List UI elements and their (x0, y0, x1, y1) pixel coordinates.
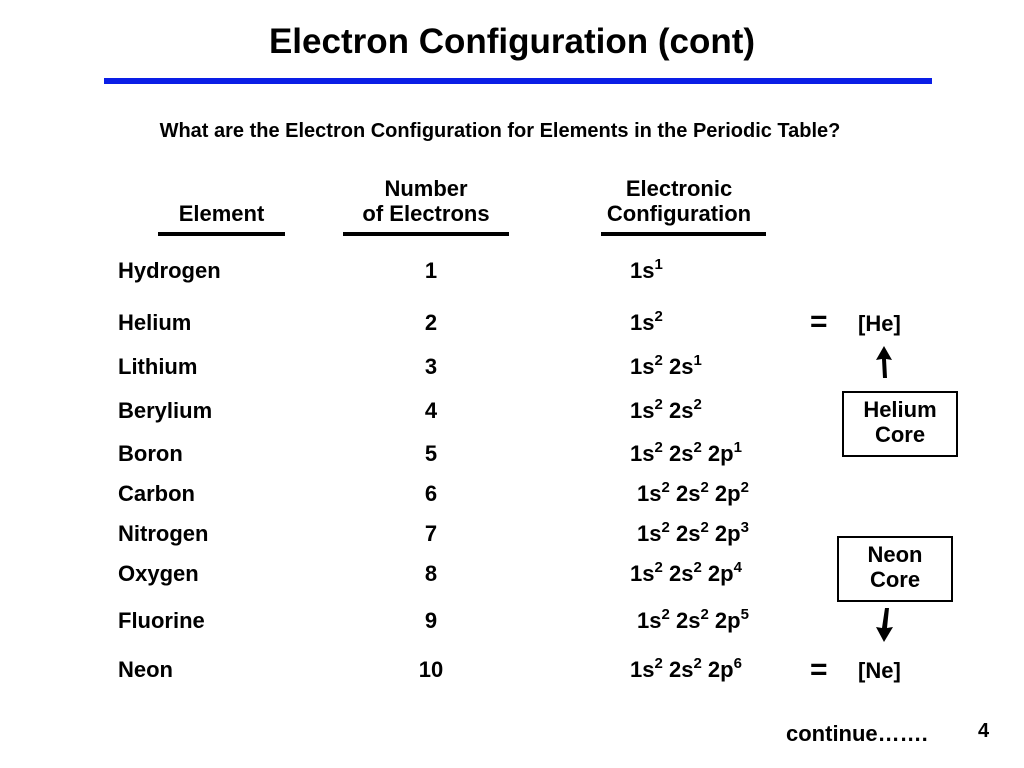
orbital-label: 1s (630, 258, 655, 283)
electron-count: 9 (424, 608, 438, 633)
electron-count: 6 (424, 481, 438, 506)
orbital-label: 2p (714, 521, 741, 546)
orbital-electron-count: 2 (693, 439, 702, 456)
orbital-term (715, 608, 749, 633)
header-config-line1: Electronic (625, 176, 733, 201)
element-name: Oxygen (118, 561, 199, 586)
orbital-term (630, 561, 663, 586)
element-name: Lithium (118, 354, 198, 379)
orbital-electron-count: 2 (700, 479, 709, 496)
electron-configuration (630, 310, 663, 336)
orbital-label: 2s (668, 561, 694, 586)
orbital-electron-count: 2 (654, 655, 663, 672)
orbital-electron-count: 2 (661, 479, 670, 496)
helium-core-line1: Helium (863, 397, 937, 422)
electron-configuration (630, 354, 702, 380)
header-element-underline (158, 232, 285, 236)
page-title: Electron Configuration (cont) (268, 22, 756, 61)
element-name: Fluorine (118, 608, 205, 633)
electron-configuration (630, 398, 702, 424)
orbital-term (630, 657, 663, 682)
orbital-term (630, 310, 663, 335)
header-number-underline (343, 232, 509, 236)
orbital-electron-count: 2 (654, 439, 663, 456)
orbital-label: 2p (714, 481, 741, 506)
electron-count: 3 (424, 354, 438, 379)
header-number (343, 176, 509, 226)
orbital-label: 1s (630, 398, 655, 423)
orbital-term (630, 398, 663, 423)
orbital-term (708, 657, 742, 682)
orbital-term (630, 441, 663, 466)
element-name: Hydrogen (118, 258, 221, 283)
orbital-label: 1s (630, 561, 655, 586)
orbital-electron-count: 6 (733, 655, 742, 672)
electron-count: 4 (424, 398, 438, 423)
question-text: What are the Electron Configuration for Elements in the Periodic Table? (159, 120, 841, 142)
orbital-term (669, 354, 702, 379)
orbital-electron-count: 2 (661, 519, 670, 536)
orbital-electron-count: 5 (740, 606, 749, 623)
element-name: Nitrogen (118, 521, 209, 546)
orbital-electron-count: 2 (661, 606, 670, 623)
orbital-label: 2p (707, 441, 734, 466)
header-config (591, 176, 767, 226)
orbital-label: 1s (637, 521, 662, 546)
orbital-term (637, 521, 670, 546)
orbital-electron-count: 2 (740, 479, 749, 496)
orbital-label: 1s (637, 608, 662, 633)
electron-count: 1 (424, 258, 438, 283)
arrow-down-icon (872, 606, 896, 644)
orbital-label: 1s (630, 441, 655, 466)
electron-configuration (630, 561, 742, 587)
orbital-electron-count: 2 (654, 559, 663, 576)
orbital-term (669, 657, 702, 682)
neon-core-line1: Neon (867, 542, 923, 567)
orbital-label: 2p (714, 608, 741, 633)
orbital-label: 2s (675, 521, 701, 546)
page-number: 4 (978, 720, 990, 742)
orbital-electron-count: 1 (693, 352, 702, 369)
orbital-electron-count: 2 (700, 519, 709, 536)
arrow-up-icon (872, 344, 896, 380)
orbital-term (630, 258, 663, 283)
orbital-term (708, 441, 742, 466)
orbital-electron-count: 2 (693, 655, 702, 672)
orbital-term (676, 608, 709, 633)
header-number-line1: Number (384, 176, 468, 201)
element-name: Helium (118, 310, 192, 335)
orbital-label: 2p (707, 657, 734, 682)
element-name: Neon (118, 657, 173, 682)
electron-configuration (630, 441, 742, 467)
header-number-line2: of Electrons (362, 201, 490, 226)
neon-equals-sign: = (810, 653, 828, 686)
neon-core-line2: Core (869, 567, 921, 592)
orbital-label: 1s (630, 354, 655, 379)
orbital-label: 1s (637, 481, 662, 506)
element-name: Boron (118, 441, 183, 466)
electron-count: 8 (424, 561, 438, 586)
orbital-electron-count: 2 (700, 606, 709, 623)
orbital-term (669, 561, 702, 586)
header-element (158, 201, 285, 226)
orbital-term (669, 398, 702, 423)
helium-core-box (842, 391, 958, 457)
orbital-electron-count: 1 (733, 439, 742, 456)
orbital-electron-count: 2 (693, 396, 702, 413)
he-core-notation: [He] (858, 311, 901, 336)
electron-count: 10 (418, 657, 444, 682)
title-rule (104, 78, 932, 84)
electron-count: 7 (424, 521, 438, 546)
header-config-line2: Configuration (606, 201, 752, 226)
orbital-electron-count: 2 (654, 396, 663, 413)
orbital-term (715, 521, 749, 546)
header-element-label: Element (178, 201, 265, 226)
electron-configuration (637, 481, 749, 507)
orbital-term (676, 481, 709, 506)
neon-core-box (837, 536, 953, 602)
orbital-label: 2p (707, 561, 734, 586)
orbital-electron-count: 2 (654, 352, 663, 369)
orbital-label: 2s (668, 398, 694, 423)
orbital-term (630, 354, 663, 379)
helium-equals-sign: = (810, 305, 828, 338)
orbital-label: 2s (668, 354, 694, 379)
orbital-term (708, 561, 742, 586)
element-name: Carbon (118, 481, 195, 506)
orbital-electron-count: 2 (654, 308, 663, 325)
electron-count: 2 (424, 310, 438, 335)
ne-core-notation: [Ne] (858, 658, 901, 683)
electron-configuration (637, 521, 749, 547)
electron-configuration (637, 608, 749, 634)
orbital-term (669, 441, 702, 466)
orbital-electron-count: 4 (733, 559, 742, 576)
electron-configuration (630, 258, 663, 284)
orbital-label: 2s (675, 481, 701, 506)
electron-configuration (630, 657, 742, 683)
continue-text: continue……. (786, 721, 928, 746)
orbital-label: 1s (630, 310, 655, 335)
orbital-electron-count: 1 (654, 256, 663, 273)
orbital-label: 2s (668, 657, 694, 682)
element-name: Berylium (118, 398, 213, 423)
orbital-electron-count: 2 (693, 559, 702, 576)
orbital-term (715, 481, 749, 506)
orbital-label: 2s (668, 441, 694, 466)
orbital-term (637, 608, 670, 633)
helium-core-line2: Core (874, 422, 926, 447)
header-config-underline (601, 232, 766, 236)
orbital-term (637, 481, 670, 506)
orbital-term (676, 521, 709, 546)
electron-count: 5 (424, 441, 438, 466)
orbital-electron-count: 3 (740, 519, 749, 536)
orbital-label: 1s (630, 657, 655, 682)
orbital-label: 2s (675, 608, 701, 633)
